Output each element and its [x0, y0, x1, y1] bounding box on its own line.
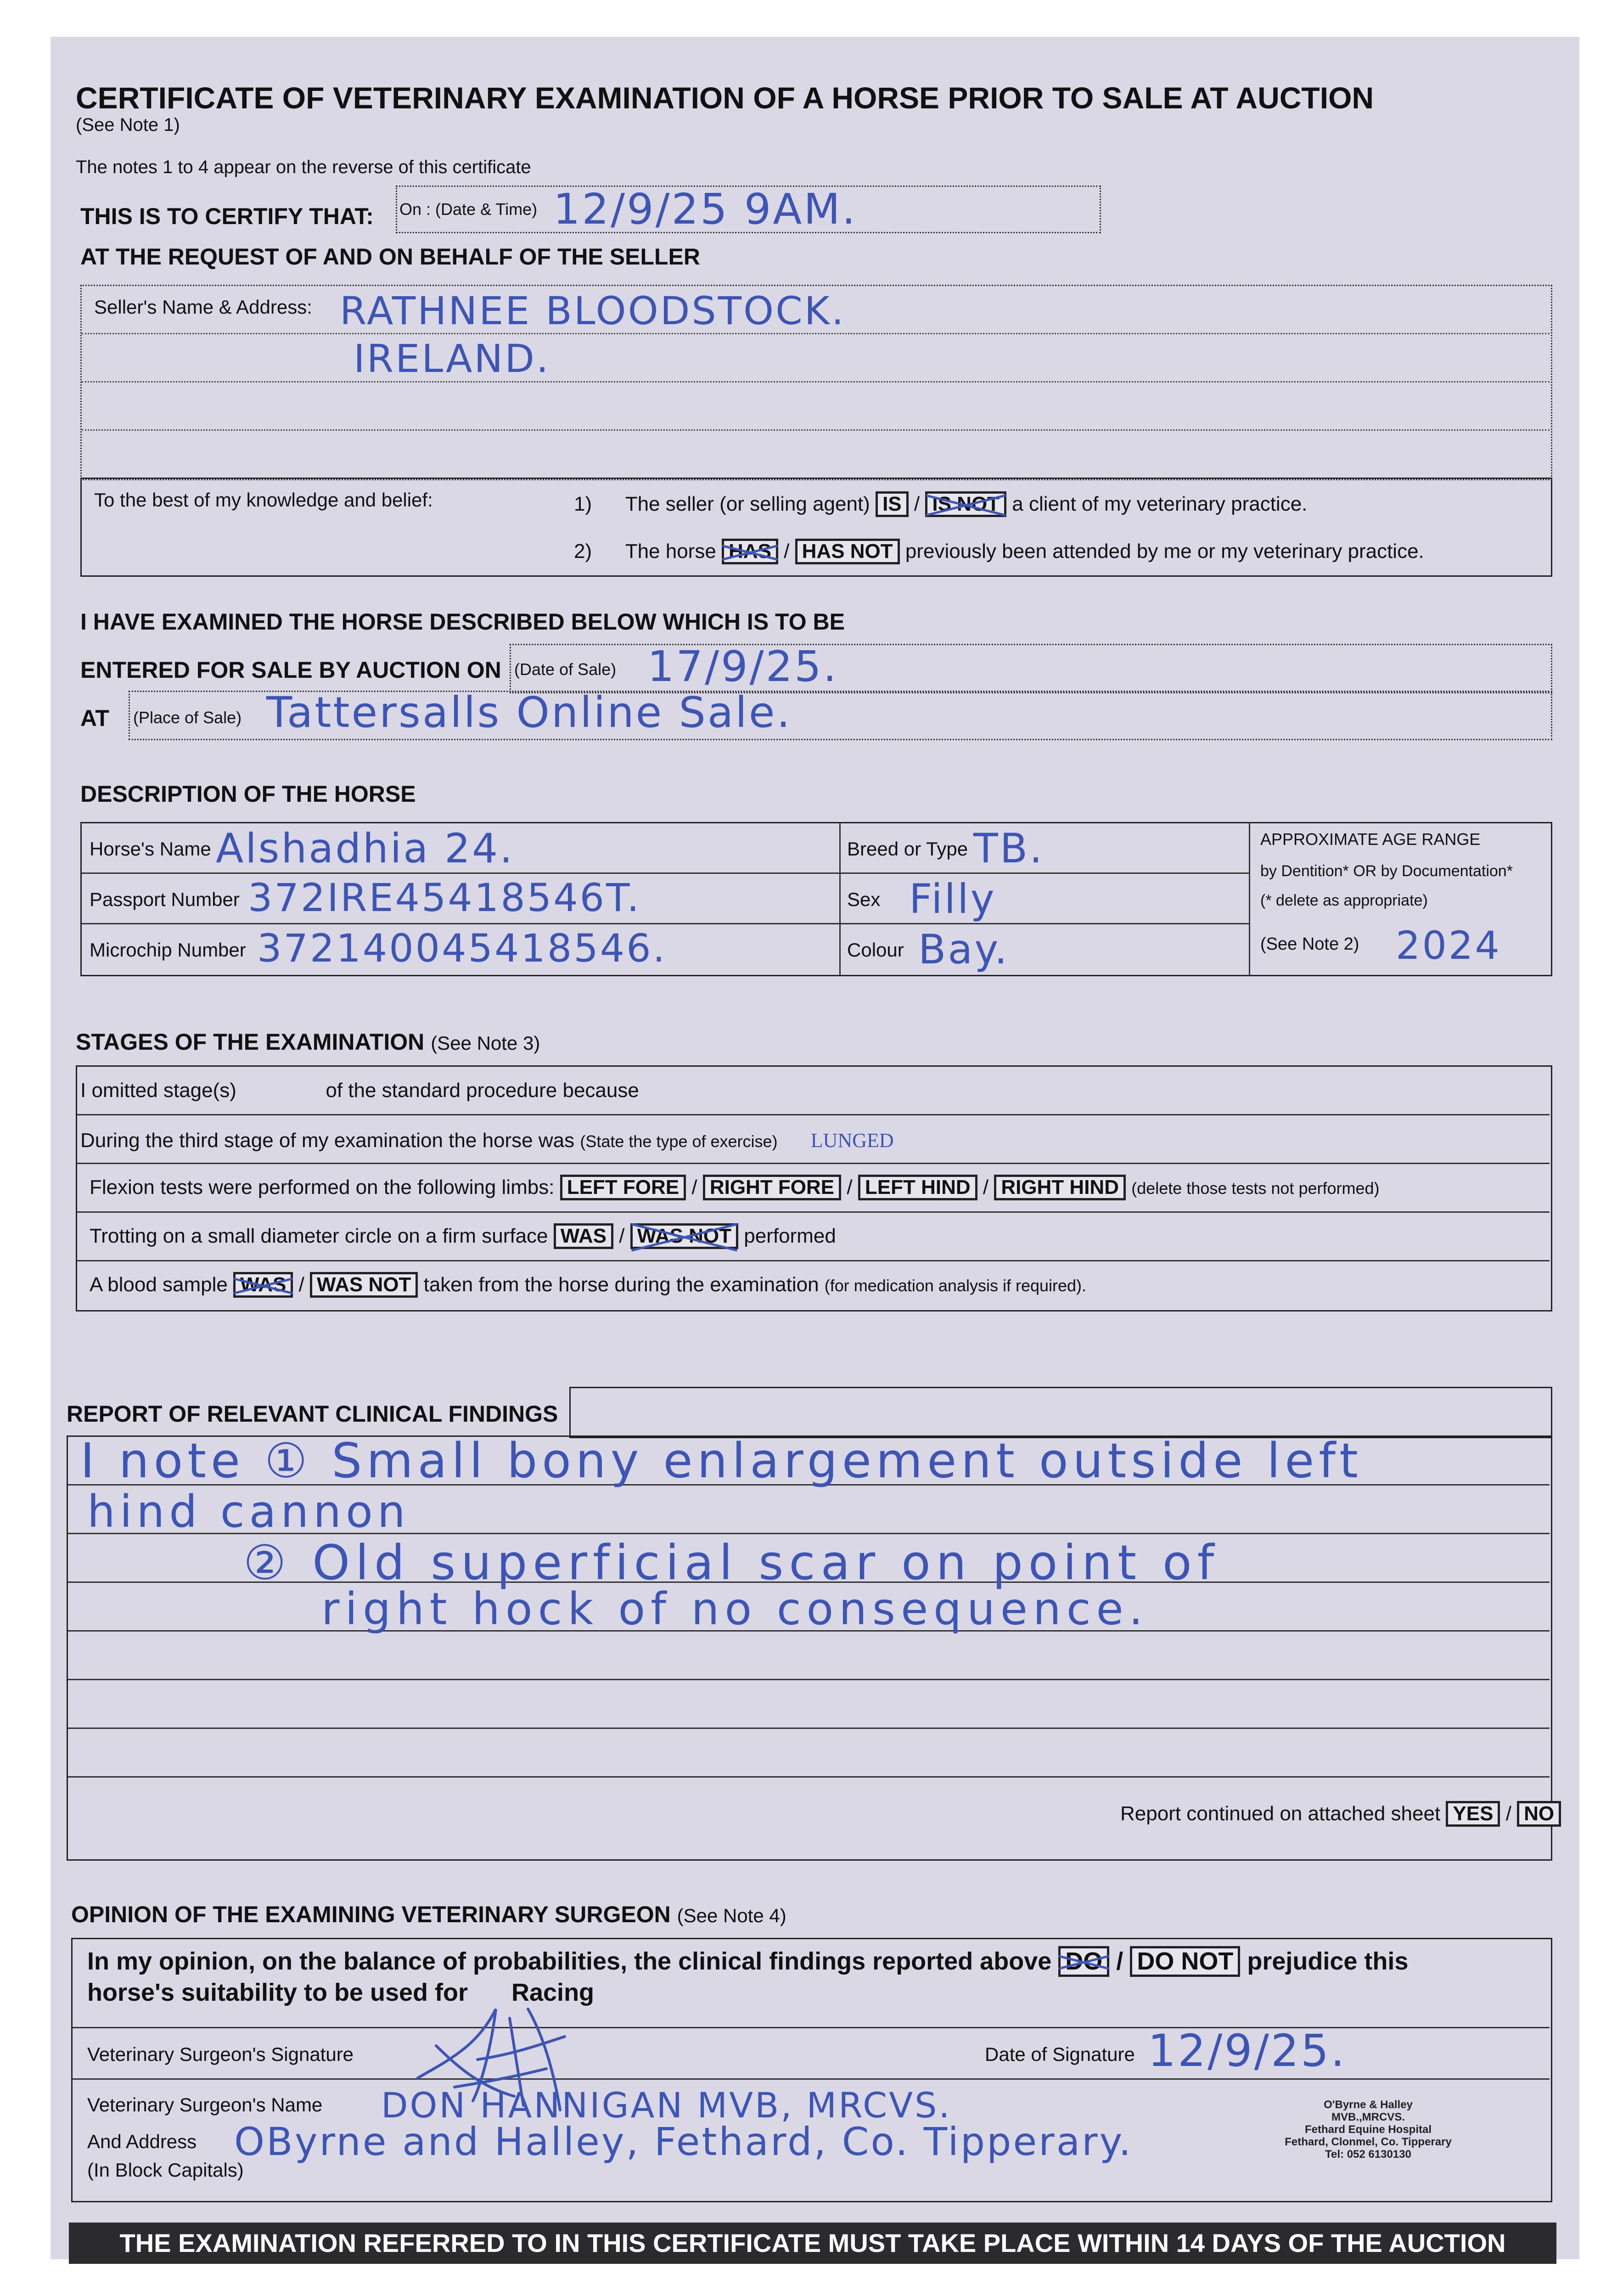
finding-line-3: ② Old superficial scar on point of: [243, 1535, 1220, 1591]
is-option[interactable]: IS: [876, 491, 909, 517]
horse-name-label: Horse's Name: [90, 838, 211, 860]
stamp-line-3: Fethard Equine Hospital: [1304, 2123, 1432, 2136]
sale-place-label: (Place of Sale): [133, 708, 242, 727]
date-of-signature-value[interactable]: 12/9/25.: [1148, 2025, 1347, 2077]
trot-separator: /: [619, 1225, 625, 1247]
vet-address-label: And Address: [87, 2131, 197, 2152]
seller-line-3: [82, 429, 1550, 431]
opinion-heading-text: OPINION OF THE EXAMINING VETERINARY SURGEON: [71, 1902, 671, 1927]
opinion-separator: /: [1116, 1947, 1123, 1975]
opinion-heading-note: (See Note 4): [677, 1905, 786, 1926]
report-continued-text: Report continued on attached sheet: [1120, 1802, 1441, 1825]
opinion-text-2: prejudice this: [1247, 1947, 1409, 1975]
stages-heading-text: STAGES OF THE EXAMINATION: [76, 1029, 425, 1055]
certify-label: THIS IS TO CERTIFY THAT:: [80, 203, 374, 229]
signature-label: Veterinary Surgeon's Signature: [87, 2043, 354, 2065]
age-value[interactable]: 2024: [1396, 923, 1501, 968]
report-line-7: [68, 1776, 1550, 1778]
limb-right-hind[interactable]: RIGHT HIND: [994, 1175, 1126, 1200]
limb-left-fore[interactable]: LEFT FORE: [560, 1175, 686, 1200]
finding-line-4: right hock of no consequence.: [321, 1583, 1149, 1635]
continued-separator: /: [1505, 1802, 1511, 1825]
limb-separator-1: /: [691, 1176, 697, 1199]
seller-address-value[interactable]: IRELAND.: [354, 336, 550, 381]
practice-stamp: [1240, 2099, 1497, 2161]
at-label: AT: [80, 705, 109, 731]
colour-value[interactable]: Bay.: [918, 926, 1009, 973]
third-stage-note: (State the type of exercise): [580, 1132, 778, 1151]
stamp-line-1: O'Byrne & Halley: [1324, 2099, 1413, 2111]
opinion-text-1: In my opinion, on the balance of probabilities, the clinical findings reported above: [87, 1947, 1052, 1975]
stages-row-divider-3: [77, 1211, 1550, 1213]
stamp-line-4: Fethard, Clonmel, Co. Tipperary: [1285, 2136, 1452, 2148]
trotting-text: Trotting on a small diameter circle on a firm surface: [90, 1225, 548, 1247]
exercise-type-value[interactable]: LUNGED: [810, 1129, 894, 1152]
age-range-by: by Dentition* OR by Documentation*: [1260, 862, 1513, 880]
sale-place-value: Tattersalls Online Sale.: [266, 688, 792, 737]
limb-right-fore[interactable]: RIGHT FORE: [703, 1175, 841, 1200]
on-datetime-label: On : (Date & Time): [399, 200, 538, 219]
report-heading-box: [569, 1387, 1552, 1438]
microchip-value[interactable]: 372140045418546.: [257, 926, 667, 971]
opinion-text-3: horse's suitability to be used for: [87, 1979, 468, 2006]
stages-heading: [76, 1029, 540, 1055]
continued-yes-option[interactable]: YES: [1446, 1801, 1500, 1827]
continued-no-option[interactable]: NO: [1517, 1801, 1561, 1827]
age-range-delete-note: (* delete as appropriate): [1260, 892, 1428, 909]
finding-line-1: I note ① Small bony enlargement outside left: [80, 1433, 1363, 1489]
item2-separator: /: [784, 540, 790, 563]
opinion-heading: [71, 1901, 786, 1928]
seller-label: Seller's Name & Address:: [94, 296, 312, 318]
opinion-row-divider-2: [73, 2078, 1550, 2080]
attended-statement: [574, 539, 1424, 564]
footer-banner: THE EXAMINATION REFERRED TO IN THIS CERTIFICATE MUST TAKE PLACE WITHIN 14 DAYS OF THE AUCTION: [69, 2223, 1556, 2264]
report-line-6: [68, 1728, 1550, 1729]
item2-text: The horse: [625, 540, 716, 563]
certificate-title: CERTIFICATE OF VETERINARY EXAMINATION OF A HORSE PRIOR TO SALE AT AUCTION: [76, 81, 1374, 115]
microchip-label: Microchip Number: [90, 939, 246, 961]
report-line-5: [68, 1679, 1550, 1680]
omitted-text-b: of the standard procedure because: [326, 1079, 639, 1102]
seller-line-2: [82, 381, 1550, 383]
description-row-divider-2: [82, 923, 1249, 924]
opinion-do-not-option[interactable]: DO NOT: [1130, 1946, 1240, 1977]
certificate-page: [51, 37, 1579, 2259]
block-capitals-note: (In Block Capitals): [87, 2159, 244, 2181]
breed-label: Breed or Type: [847, 838, 968, 860]
date-of-signature-label: Date of Signature: [985, 2043, 1135, 2065]
blood-tail: taken from the horse during the examination: [423, 1273, 819, 1296]
stages-row-divider-4: [77, 1260, 1550, 1261]
vet-name-label: Veterinary Surgeon's Name: [87, 2094, 323, 2116]
opinion-statement-line-1: [87, 1946, 1408, 1977]
notes-line: The notes 1 to 4 appear on the reverse of this certificate: [76, 157, 531, 177]
vet-address-value[interactable]: OByrne and Halley, Fethard, Co. Tipperary.: [234, 2119, 1133, 2164]
third-stage-text: During the third stage of my examination the horse was: [80, 1129, 575, 1152]
has-option[interactable]: HAS: [722, 539, 778, 564]
horse-name-value[interactable]: Alshadhia 24.: [216, 825, 515, 872]
limb-separator-3: /: [983, 1176, 989, 1199]
description-row-divider-1: [82, 872, 1249, 874]
vet-name-value[interactable]: DON HANNIGAN MVB, MRCVS.: [381, 2085, 952, 2126]
limb-separator-2: /: [847, 1176, 853, 1199]
colour-label: Colour: [847, 939, 904, 961]
age-range-title: APPROXIMATE AGE RANGE: [1260, 830, 1481, 849]
item2-number: 2): [574, 540, 592, 563]
report-continued-row: [1120, 1801, 1561, 1827]
item1-text: The seller (or selling agent): [625, 493, 870, 515]
flexion-row: [90, 1175, 1380, 1200]
sale-date-label: (Date of Sale): [514, 660, 617, 679]
passport-label: Passport Number: [90, 889, 240, 910]
third-stage-row: [80, 1129, 894, 1152]
examined-line: I HAVE EXAMINED THE HORSE DESCRIBED BELOW WHICH IS TO BE: [80, 609, 845, 635]
passport-value[interactable]: 372IRE45418546T.: [248, 875, 641, 920]
opinion-do-option[interactable]: DO: [1058, 1946, 1109, 1977]
omitted-stages-row: [80, 1079, 639, 1102]
trotting-row: [90, 1223, 836, 1249]
intended-use-value[interactable]: Racing: [511, 1979, 595, 2006]
stages-row-divider-1: [77, 1114, 1550, 1115]
finding-line-2: hind cannon: [87, 1486, 410, 1537]
entered-line: ENTERED FOR SALE BY AUCTION ON: [80, 657, 501, 683]
item1-separator: /: [914, 493, 920, 515]
stages-row-divider-2: [77, 1163, 1550, 1164]
flexion-note: (delete those tests not performed): [1131, 1179, 1380, 1198]
sex-label: Sex: [847, 889, 881, 910]
age-see-note-2: (See Note 2): [1260, 934, 1359, 954]
stamp-line-2: MVB.,MRCVS.: [1331, 2111, 1405, 2123]
blood-was-not-option[interactable]: WAS NOT: [310, 1272, 418, 1298]
blood-sample-row: [90, 1272, 1086, 1298]
request-line: AT THE REQUEST OF AND ON BEHALF OF THE SELLER: [80, 244, 700, 270]
blood-separator: /: [298, 1273, 304, 1296]
see-note-1: (See Note 1): [76, 115, 180, 135]
client-statement: [574, 491, 1307, 517]
omitted-text-a: I omitted stage(s): [80, 1079, 236, 1102]
blood-was-option[interactable]: WAS: [233, 1272, 293, 1298]
trot-was-not-option[interactable]: WAS NOT: [630, 1223, 738, 1249]
sex-value[interactable]: Filly: [909, 875, 996, 923]
description-heading: DESCRIPTION OF THE HORSE: [80, 781, 416, 807]
flexion-text: Flexion tests were performed on the following limbs:: [90, 1176, 555, 1199]
item2-tail: previously been attended by me or my veterinary practice.: [905, 540, 1424, 563]
description-col-divider-1: [839, 822, 841, 975]
trot-was-option[interactable]: WAS: [554, 1223, 613, 1249]
sale-date-value: 17/9/25.: [647, 642, 838, 691]
item1-number: 1): [574, 493, 592, 515]
report-heading: REPORT OF RELEVANT CLINICAL FINDINGS: [67, 1401, 558, 1427]
exam-datetime-value: 12/9/25 9AM.: [553, 185, 857, 234]
blood-note: (for medication analysis if required).: [824, 1276, 1087, 1295]
breed-value[interactable]: TB.: [973, 825, 1045, 872]
trotting-tail: performed: [744, 1225, 836, 1247]
stamp-line-5: Tel: 052 6130130: [1325, 2148, 1411, 2161]
item1-tail: a client of my veterinary practice.: [1012, 493, 1308, 515]
seller-name-value[interactable]: RATHNEE BLOODSTOCK.: [340, 288, 846, 333]
stages-heading-note: (See Note 3): [431, 1032, 540, 1054]
description-col-divider-2: [1249, 822, 1250, 975]
blood-text: A blood sample: [90, 1273, 228, 1296]
has-not-option[interactable]: HAS NOT: [795, 539, 900, 564]
limb-left-hind[interactable]: LEFT HIND: [858, 1175, 977, 1200]
is-not-option[interactable]: IS NOT: [925, 491, 1006, 517]
knowledge-label: To the best of my knowledge and belief:: [94, 489, 433, 511]
